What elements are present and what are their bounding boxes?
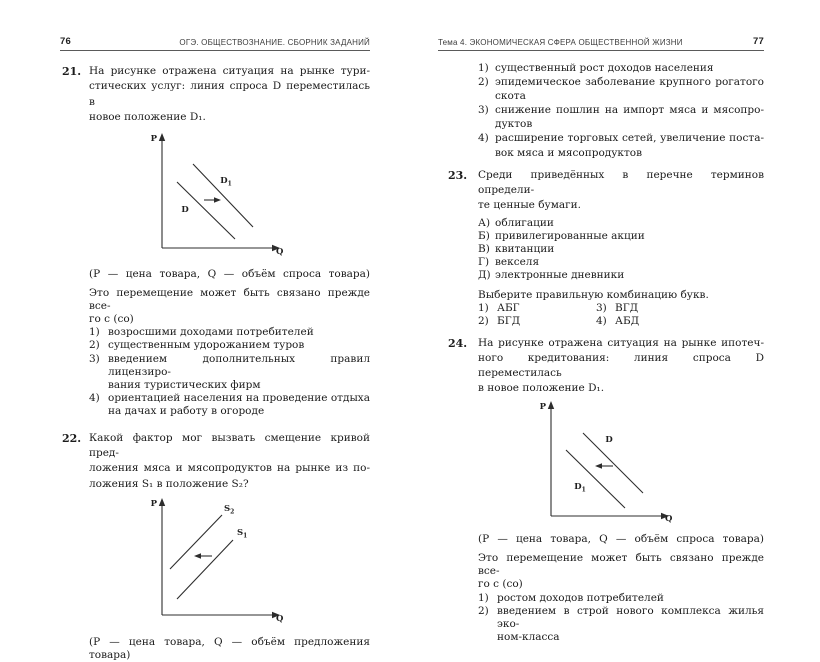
option-text: возросшими доходами потребителей bbox=[108, 326, 314, 339]
option-text: эпидемическое заболевание крупного рогатого bbox=[495, 76, 764, 89]
list-marker: В) bbox=[478, 243, 490, 256]
option-marker: 2) bbox=[478, 604, 489, 617]
shifted-demand-curve bbox=[193, 164, 253, 227]
answer-combo-3 bbox=[596, 302, 638, 315]
answer-combo-4 bbox=[596, 315, 639, 328]
question-22-axis-legend: (P — цена товара, Q — объём предложения товара) bbox=[89, 636, 370, 662]
question-23-number: 23. bbox=[448, 168, 468, 182]
demand-curve-label: D bbox=[605, 435, 613, 446]
question-21-axis-legend: (P — цена товара, Q — объём спроса товара) bbox=[89, 267, 370, 280]
answer-combo-row bbox=[478, 315, 764, 328]
list-text: векселя bbox=[495, 256, 540, 269]
y-axis-arrow-icon bbox=[159, 133, 165, 141]
demand-curve-label: D bbox=[181, 204, 189, 215]
option-marker: 1) bbox=[478, 62, 489, 74]
option-text: ростом доходов потребителей bbox=[497, 591, 664, 604]
question-24-body bbox=[478, 336, 764, 644]
question-24-text-line: На рисунке отражена ситуация на рынке ипотеч- bbox=[478, 337, 764, 350]
page-number-right: 77 bbox=[753, 36, 764, 47]
option-marker: 2) bbox=[89, 339, 100, 352]
list-text: привилегированные акции bbox=[495, 229, 645, 242]
question-24-axis-legend: (P — цена товара, Q — объём спроса товара) bbox=[478, 533, 764, 546]
y-axis-label: P bbox=[150, 133, 157, 144]
x-axis-label: Q bbox=[665, 514, 673, 525]
shifted-demand-curve-label: $D_1$ bbox=[574, 482, 586, 494]
option-marker: 4) bbox=[89, 392, 100, 405]
option-marker: 1) bbox=[89, 326, 100, 339]
option-text: ном-класса bbox=[497, 631, 560, 644]
question-21-number: 21. bbox=[62, 65, 82, 78]
option-marker: 3) bbox=[596, 301, 607, 314]
list-text: квитанции bbox=[495, 243, 555, 256]
list-item-d bbox=[478, 269, 764, 282]
supply-curve bbox=[177, 540, 233, 599]
question-23-body bbox=[478, 168, 764, 328]
question-22-text-line: ложения мяса и мясопродуктов на рынке из по- bbox=[89, 462, 370, 475]
list-marker: Д) bbox=[478, 269, 491, 282]
question-22-body bbox=[89, 431, 370, 662]
question-21-text-line: На рисунке отражена ситуация на рынке тури- bbox=[89, 65, 370, 77]
answer-option-2 bbox=[89, 339, 370, 352]
demand-shift-right-graph bbox=[142, 128, 292, 260]
option-text: вок мяса и мясопродуктов bbox=[495, 146, 643, 159]
y-axis-label: P bbox=[150, 499, 157, 510]
list-text: облигации bbox=[495, 216, 554, 229]
question-24-text-line: ного кредитования: линия спроса D переместилась bbox=[478, 352, 764, 380]
option-text: дуктов bbox=[495, 118, 533, 131]
shifted-demand-curve bbox=[566, 450, 625, 508]
y-axis-arrow-icon bbox=[159, 498, 165, 506]
answer-option-4 bbox=[89, 392, 370, 418]
x-axis-label: Q bbox=[276, 614, 284, 625]
shift-arrow-icon bbox=[194, 553, 201, 559]
option-text: скота bbox=[495, 90, 526, 103]
answer-option-3 bbox=[89, 353, 370, 393]
y-axis-label: P bbox=[539, 402, 546, 413]
x-axis-label: Q bbox=[276, 246, 284, 257]
option-text: БГД bbox=[497, 314, 521, 327]
page-number-left: 76 bbox=[60, 36, 71, 47]
page-left-header bbox=[60, 33, 370, 51]
answer-combo-1 bbox=[478, 302, 596, 315]
y-axis-arrow-icon bbox=[548, 401, 554, 409]
page-right bbox=[438, 33, 764, 645]
answer-combo-row bbox=[478, 302, 764, 315]
shifted-supply-curve-label: $S_2$ bbox=[224, 504, 235, 516]
option-text: ориентацией населения на проведение отдыха bbox=[108, 392, 370, 405]
list-item-v bbox=[478, 243, 764, 256]
list-marker: Б) bbox=[478, 229, 490, 242]
question-21-text-line: новое положение D₁. bbox=[89, 111, 206, 124]
option-marker: 3) bbox=[478, 104, 489, 117]
option-marker: 4) bbox=[478, 132, 489, 145]
question-22-text-line: ложения S₁ в положение S₂? bbox=[89, 477, 249, 490]
option-marker: 2) bbox=[478, 76, 489, 89]
question-21-note bbox=[89, 287, 370, 327]
option-marker: 1) bbox=[478, 301, 489, 314]
question-21-text-line: стических услуг: линия спроса D переместилась в bbox=[89, 80, 370, 108]
question-22 bbox=[60, 431, 370, 662]
list-marker: Г) bbox=[478, 256, 490, 269]
question-23-prompt: Выберите правильную комбинацию букв. bbox=[478, 288, 709, 301]
terms-list bbox=[478, 217, 764, 283]
page-right-header bbox=[438, 33, 764, 51]
question-24-note bbox=[478, 552, 764, 592]
running-title-right: Тема 4. ЭКОНОМИЧЕСКАЯ СФЕРА ОБЩЕСТВЕННОЙ ЖИЗНИ bbox=[438, 38, 683, 47]
answer-option-4 bbox=[478, 131, 764, 159]
question-22-text-line: Какой фактор мог вызвать смещение кривой пред- bbox=[89, 431, 370, 460]
note-line: го с (со) bbox=[89, 313, 134, 326]
page-left bbox=[60, 33, 370, 662]
question-24-text-line: в новое положение D₁. bbox=[478, 382, 605, 395]
option-text: вания туристических фирм bbox=[108, 379, 261, 392]
answer-option-2 bbox=[478, 75, 764, 103]
question-24-number: 24. bbox=[448, 337, 468, 351]
demand-curve bbox=[583, 433, 643, 493]
question-22-options bbox=[478, 61, 764, 160]
note-line: Это перемещение может быть связано прежде все- bbox=[89, 286, 370, 312]
question-21 bbox=[60, 64, 370, 419]
option-text: существенным удорожанием туров bbox=[108, 339, 305, 352]
answer-option-2 bbox=[478, 605, 764, 645]
answer-option-1 bbox=[478, 61, 764, 75]
option-text: АБД bbox=[615, 314, 640, 327]
option-text: расширение торговых сетей, увеличение поста- bbox=[495, 132, 764, 145]
list-item-b bbox=[478, 230, 764, 243]
list-item-g bbox=[478, 256, 764, 269]
option-text: введением дополнительных правил лицензиро- bbox=[108, 352, 370, 378]
question-23 bbox=[438, 168, 764, 328]
demand-shift-left-graph bbox=[531, 396, 681, 528]
option-text: ВГД bbox=[615, 301, 639, 314]
list-item-a bbox=[478, 217, 764, 230]
shifted-demand-curve-label: $D_1$ bbox=[220, 175, 232, 188]
question-22-number: 22. bbox=[62, 431, 82, 445]
shift-arrow-icon bbox=[595, 463, 602, 469]
list-marker: А) bbox=[478, 216, 491, 229]
list-text: электронные дневники bbox=[495, 269, 625, 282]
option-text: АБГ bbox=[497, 301, 520, 314]
option-marker: 3) bbox=[89, 352, 100, 365]
note-line: Это перемещение может быть связано прежде все- bbox=[478, 552, 764, 578]
supply-shift-left-graph bbox=[142, 493, 292, 628]
note-line: го с (со) bbox=[478, 578, 523, 591]
shifted-supply-curve bbox=[170, 515, 222, 569]
answer-option-1 bbox=[89, 326, 370, 339]
option-marker: 1) bbox=[478, 591, 489, 604]
supply-curve-label: $S_1$ bbox=[237, 528, 248, 540]
answer-option-1 bbox=[478, 592, 764, 605]
option-text: существенный рост доходов населения bbox=[495, 62, 714, 74]
question-24 bbox=[438, 336, 764, 644]
answer-combo-2 bbox=[478, 315, 596, 328]
shift-arrow-icon bbox=[214, 197, 221, 203]
question-23-text-line: те ценные бумаги. bbox=[478, 198, 581, 211]
option-marker: 2) bbox=[478, 314, 489, 327]
option-marker: 4) bbox=[596, 314, 607, 327]
question-21-body bbox=[89, 64, 370, 419]
running-title-left: ОГЭ. ОБЩЕСТВОЗНАНИЕ. СБОРНИК ЗАДАНИЙ bbox=[179, 38, 370, 47]
question-23-text-line: Среди приведённых в перечне терминов определи- bbox=[478, 168, 764, 196]
option-text: введением в строй нового комплекса жилья эко- bbox=[497, 604, 764, 631]
option-text: на дачах и работу в огороде bbox=[108, 405, 265, 418]
answer-option-3 bbox=[478, 103, 764, 131]
option-text: снижение пошлин на импорт мяса и мясопро- bbox=[495, 104, 764, 117]
